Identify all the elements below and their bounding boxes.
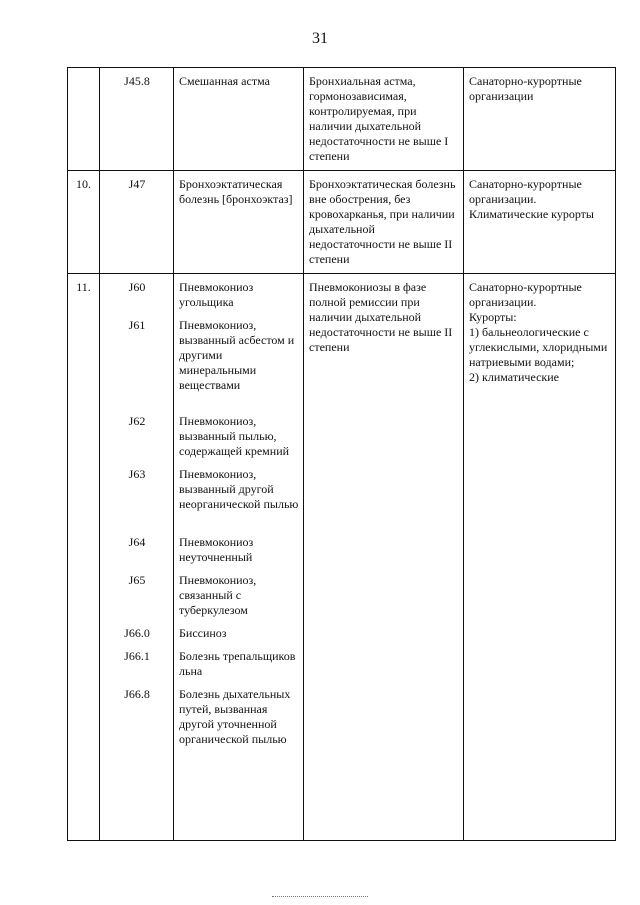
resort-text: Санаторно-курортные организации bbox=[464, 68, 616, 171]
icd-code: J61 bbox=[128, 318, 146, 332]
condition-text: Бронхоэктатическая болезнь вне обострения, без кровохарканья, при наличии дыхательной недостаточности не выше II степени bbox=[304, 171, 464, 274]
table-row bbox=[68, 274, 616, 841]
disease-name: Пневмокониоз, связанный с туберкулезом bbox=[179, 573, 257, 617]
disease-name: Пневмокониоз, вызванный пылью, содержащей кремний bbox=[179, 414, 290, 458]
disease-name: Смешанная астма bbox=[174, 68, 304, 171]
disease-name: Бронхоэктатическая болезнь [бронхоэктаз] bbox=[174, 171, 304, 274]
disease-name-list bbox=[174, 274, 304, 841]
resort-line: Санаторно-курортные организации. bbox=[469, 280, 582, 309]
condition-text: Пневмокониозы в фазе полной ремиссии при наличии дыхательной недостаточности не выше II степени bbox=[304, 274, 464, 841]
icd-code: J66.1 bbox=[124, 649, 150, 663]
icd-code-list bbox=[100, 274, 174, 841]
disease-table bbox=[67, 67, 616, 841]
icd-code: J63 bbox=[128, 467, 146, 481]
icd-code: J45.8 bbox=[100, 68, 174, 171]
table-row bbox=[68, 68, 616, 171]
row-number: 10. bbox=[68, 171, 100, 274]
resort-line: 2) климатические bbox=[469, 370, 559, 384]
disease-name: Болезнь трепальщиков льна bbox=[179, 649, 296, 678]
icd-code: J64 bbox=[128, 535, 146, 549]
icd-code: J66.0 bbox=[124, 626, 150, 640]
disease-name: Пневмокониоз, вызванный другой неорганической пылью bbox=[179, 467, 299, 511]
scan-artifact-line bbox=[272, 896, 368, 897]
disease-name: Пневмокониоз, вызванный асбестом и другими минеральными веществами bbox=[179, 318, 295, 392]
disease-name: Пневмокониоз угольщика bbox=[179, 280, 254, 309]
row-number bbox=[68, 68, 100, 171]
icd-code: J62 bbox=[128, 414, 146, 428]
resort-line: 1) бальнеологические с углекислыми, хлоридными натриевыми водами; bbox=[469, 325, 608, 369]
resort-text: Санаторно-курортные организации. Климатические курорты bbox=[464, 171, 616, 274]
icd-code: J60 bbox=[128, 280, 146, 294]
disease-name: Биссиноз bbox=[179, 626, 227, 640]
icd-code: J66.8 bbox=[124, 687, 150, 701]
page-number: 31 bbox=[312, 30, 328, 47]
condition-text: Бронхиальная астма, гормонозависимая, контролируемая, при наличии дыхательной недостаточности не выше I степени bbox=[304, 68, 464, 171]
table-row bbox=[68, 171, 616, 274]
icd-code: J47 bbox=[100, 171, 174, 274]
disease-name: Болезнь дыхательных путей, вызванная другой уточненной органической пылью bbox=[179, 687, 291, 746]
resort-line: Курорты: bbox=[469, 310, 517, 324]
row-number: 11. bbox=[68, 274, 100, 841]
disease-name: Пневмокониоз неуточненный bbox=[179, 535, 254, 564]
resort-text bbox=[464, 274, 616, 841]
icd-code: J65 bbox=[128, 573, 146, 587]
